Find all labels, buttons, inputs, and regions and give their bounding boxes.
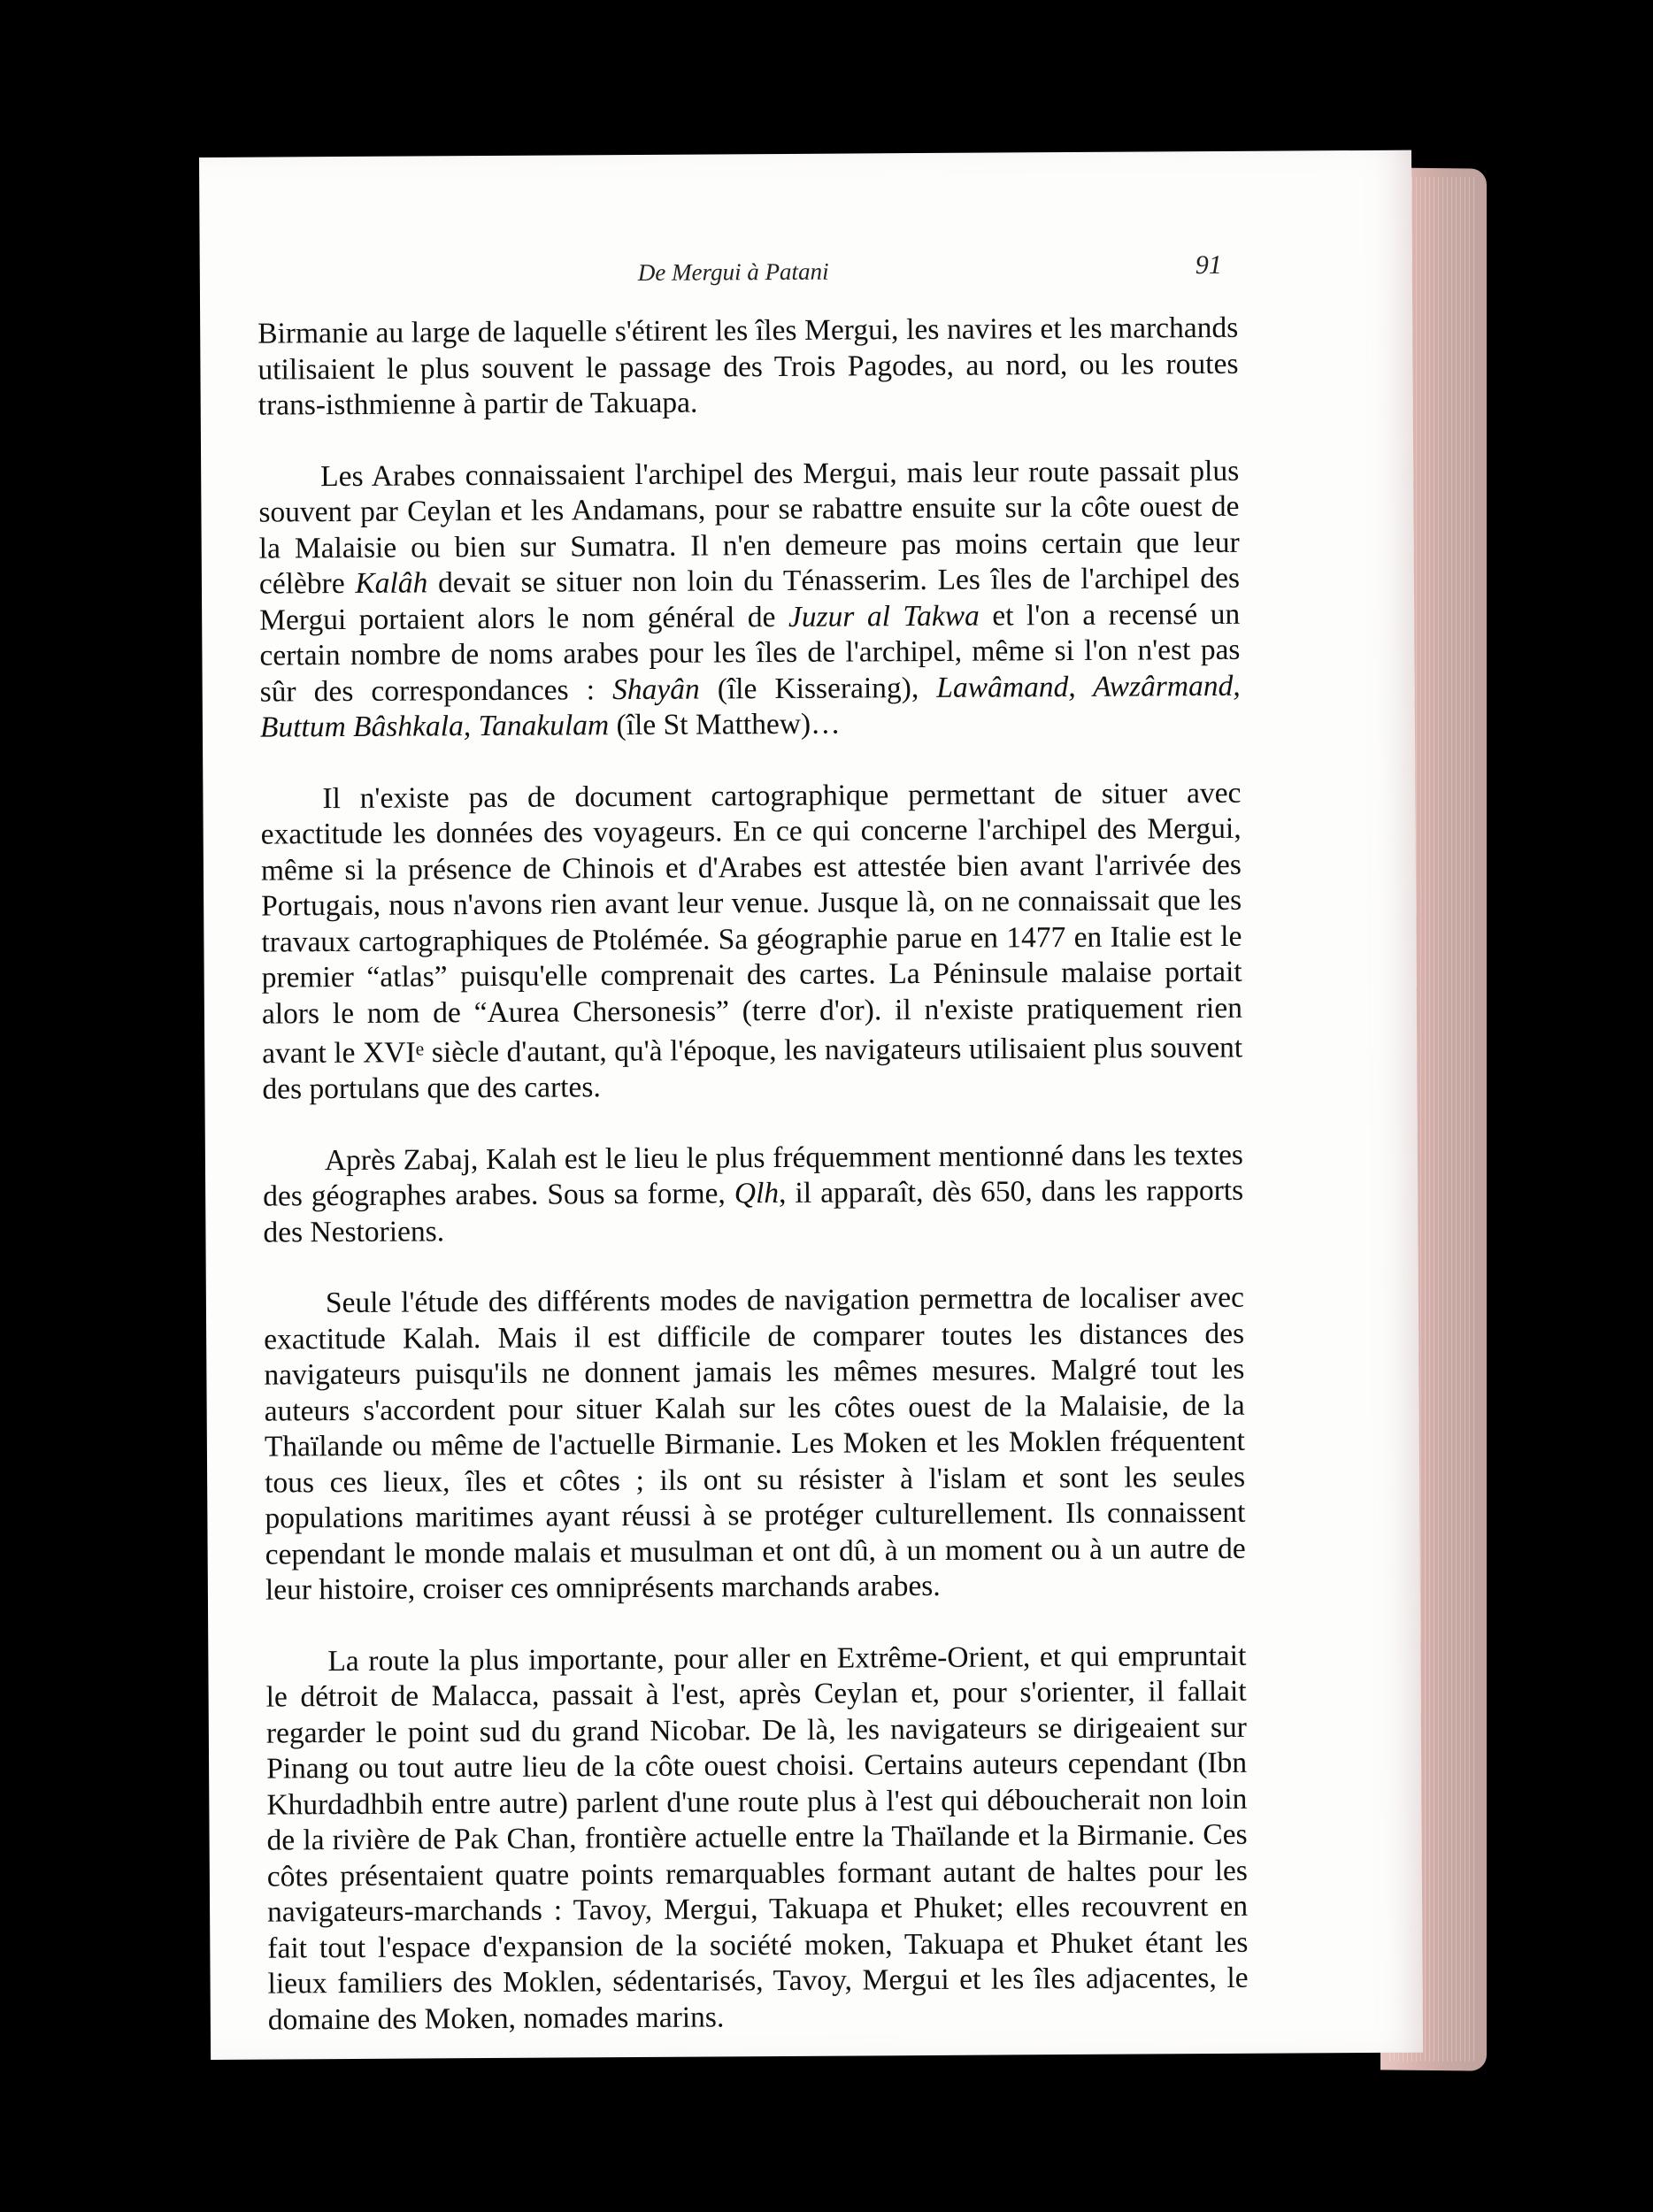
paragraph-3 [260, 775, 1242, 1108]
paragraph-2 [258, 453, 1241, 746]
paragraph-2-text-e: (île St Matthew)… [609, 707, 841, 742]
paragraph-2-italic-b: Juzur al Takwa [788, 599, 980, 634]
paragraph-5 [264, 1280, 1246, 1609]
paragraph-2-italic-a: Kalâh [355, 566, 428, 600]
paragraph-4 [263, 1137, 1244, 1250]
page-number: 91 [1195, 250, 1222, 280]
paragraph-2-text-a: Les Arabes connaissaient l'archipel des Mergui, mais leur route passait plus souvent par Ceylan et les Andamans, pour se rabattre ensuite sur la côte ouest de la Malaisie ou bien sur Sumatra. Il n'en demeure pas moins certain que leur célèbre [258, 454, 1240, 601]
paragraph-2-text-b: devait se situer non loin du Ténasserim. Les îles de l'archipel des Mergui portaient alors le nom général de [259, 561, 1241, 637]
paragraph-1-text: Birmanie au large de laquelle s'étirent les îles Mergui, les navires et les marchands utilisaient le plus souvent le passage des Trois Pagodes, au nord, ou les routes trans-isthmienne à partir de Takuapa. [258, 311, 1239, 422]
paragraph-2-italic-c: Shayân [611, 672, 700, 706]
paragraph-4-text-a: Après Zabaj, Kalah est le lieu le plus fréquemment mentionné dans les textes des géographes arabes. Sous sa forme, [263, 1138, 1244, 1213]
paragraph-2-text-d: (île Kisseraing), [699, 671, 937, 706]
paragraph-2-italic-d: Lawâmand, Awzârmand, Buttum Bâshkala, Tanakulam [259, 669, 1241, 744]
body-text [258, 311, 1249, 2074]
book-page [199, 150, 1423, 2060]
paragraph-3-text-a: Il n'existe pas de document cartographique permettant de situer avec exactitude les données des voyageurs. En ce qui concerne l'archipel des Mergui, même si la présence de Chinois et d'Arabes est attestée bien avant l'arrivée des Portugais, nous n'avons rien avant leur venue. Jusque là, on ne connaissait que les travaux cartographiques de Ptolémée. Sa géographie parue en 1477 en Italie est le premier “atlas” puisqu'elle comprenait des cartes. La Péninsule malaise portait alors le nom de “Aurea Chersonesis” (terre d'or). il n'existe pratiquement rien avant le XVI [260, 776, 1243, 1071]
paragraph-6 [265, 1638, 1249, 2038]
running-head [200, 250, 1412, 297]
paragraph-4-text-b: , il apparaît, dès 650, dans les rapports des Nestoriens. [263, 1173, 1244, 1249]
paragraph-5-text: Seule l'étude des différents modes de navigation permettra de localiser avec exactitude Kalah. Mais il est difficile de comparer toutes les distances des navigateurs puisqu'ils ne donnent jamais les mêmes mesures. Malgré tout les auteurs s'accordent pour situer Kalah sur les côtes ouest de la Malaisie, de la Thaïlande ou même de l'actuelle Birmanie. Les Moken et les Moklen fréquentent tous ces lieux, îles et côtes ; ils ont su résister à l'islam et sont les seules populations maritimes ayant réussi à se protéger culturellement. Ils connaissent cependant le monde malais et musulman et ont dû, à un moment ou à un autre de leur histoire, croiser ces omniprésents marchands arabes. [264, 1280, 1246, 1607]
paragraph-6-text: La route la plus importante, pour aller en Extrême-Orient, et qui empruntait le détroit de Malacca, passait à l'est, après Ceylan et, pour s'orienter, il fallait regarder le point sud du grand Nicobar. De là, les navigateurs se dirigeaient sur Pinang ou tout autre lieu de la côte ouest choisi. Certains auteurs cependant (Ibn Khurdadhbih entre autre) parlent d'une route plus à l'est qui déboucherait non loin de la rivière de Pak Chan, frontière actuelle entre la Thaïlande et la Birmanie. Ces côtes présentaient quatre points remarquables formant autant de haltes pour les navigateurs-marchands : Tavoy, Mergui, Takuapa et Phuket; elles recouvrent en fait tout l'espace d'expansion de la société moken, Takuapa et Phuket étant les lieux familiers des Moklen, sédentarisés, Tavoy, Mergui et les îles adjacentes, le domaine des Moken, nomades marins. [265, 1639, 1249, 2037]
paragraph-3-superscript: e [415, 1038, 425, 1060]
paragraph-4-italic-a: Qlh [734, 1177, 780, 1210]
paragraph-2-text-c: et l'on a recensé un certain nombre de noms arabes pour les îles de l'archipel, même si l'on n'est pas sûr des correspondances : [259, 597, 1241, 709]
paragraph-3-text-b: siècle d'autant, qu'à l'époque, les navigateurs utilisaient plus souvent des portulans que des cartes. [262, 1031, 1243, 1106]
paragraph-1 [258, 311, 1239, 424]
running-head-title: De Mergui à Patani [637, 257, 829, 286]
